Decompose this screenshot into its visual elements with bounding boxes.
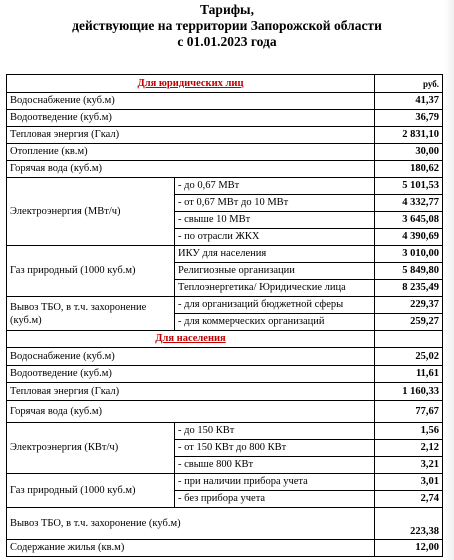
- row-value: 229,37: [375, 297, 443, 314]
- legal-header-row: [7, 75, 443, 93]
- row-value: 2,74: [375, 491, 443, 508]
- row-label: Газ природный (1000 куб.м): [7, 246, 175, 297]
- row-value: 223,38: [375, 508, 443, 540]
- row-label: Водоснабжение (куб.м): [7, 93, 375, 110]
- table-row: [7, 383, 443, 401]
- row-label: Вывоз ТБО, в т.ч. захоронение (куб.м): [7, 297, 175, 331]
- row-value: 3 645,08: [375, 212, 443, 229]
- row-label: Тепловая энергия (Гкал): [7, 383, 375, 401]
- row-value: 12,00: [375, 540, 443, 557]
- table-row: [7, 110, 443, 127]
- sub-row-label: - для коммерческих организаций: [175, 314, 375, 331]
- page-edge-shadow: [444, 0, 454, 560]
- legal-section-header: Для юридических лиц: [7, 75, 375, 93]
- table-row: [7, 423, 443, 440]
- row-value: 8 235,49: [375, 280, 443, 297]
- row-value: 1,56: [375, 423, 443, 440]
- row-label: Газ природный (1000 куб.м): [7, 474, 175, 508]
- sub-row-label: Теплоэнергетика/ Юридические лица: [175, 280, 375, 297]
- row-label: Водоснабжение (куб.м): [7, 348, 375, 366]
- row-value: 5 101,53: [375, 178, 443, 195]
- unit-label: руб.: [375, 75, 443, 93]
- row-value: 3 010,00: [375, 246, 443, 263]
- table-row: [7, 297, 443, 314]
- sub-row-label: - свыше 10 МВт: [175, 212, 375, 229]
- tariff-table: [6, 74, 443, 557]
- table-row: [7, 93, 443, 110]
- sub-row-label: - свыше 800 КВт: [175, 457, 375, 474]
- row-value: 1 160,33: [375, 383, 443, 401]
- sub-row-label: - для организаций бюджетной сферы: [175, 297, 375, 314]
- sub-row-label: - от 150 КВт до 800 КВт: [175, 440, 375, 457]
- title-line-3: с 01.01.2023 года: [177, 34, 277, 49]
- row-label: Водоотведение (куб.м): [7, 110, 375, 127]
- row-value: 259,27: [375, 314, 443, 331]
- row-value: 2,12: [375, 440, 443, 457]
- row-value: 30,00: [375, 144, 443, 161]
- title-line-2: действующие на территории Запорожской области: [72, 18, 382, 33]
- row-value: 77,67: [375, 401, 443, 423]
- document-title: [0, 0, 454, 62]
- row-value: 25,02: [375, 348, 443, 366]
- row-value: 180,62: [375, 161, 443, 178]
- table-row: [7, 161, 443, 178]
- sub-row-label: - по отрасли ЖКХ: [175, 229, 375, 246]
- population-section-header: Для населения: [7, 331, 375, 348]
- table-row: [7, 366, 443, 383]
- row-label: Тепловая энергия (Гкал): [7, 127, 375, 144]
- table-row: [7, 127, 443, 144]
- sub-row-label: - до 0,67 МВт: [175, 178, 375, 195]
- row-value: 3,01: [375, 474, 443, 491]
- row-label: Горячая вода (куб.м): [7, 161, 375, 178]
- row-label: Содержание жилья (кв.м): [7, 540, 375, 557]
- sub-row-label: - от 0,67 МВт до 10 МВт: [175, 195, 375, 212]
- table-row: [7, 474, 443, 491]
- row-label: Горячая вода (куб.м): [7, 401, 375, 423]
- table-row: [7, 348, 443, 366]
- sub-row-label: - без прибора учета: [175, 491, 375, 508]
- sub-row-label: - до 150 КВт: [175, 423, 375, 440]
- row-label: Электроэнергия (КВт/ч): [7, 423, 175, 474]
- row-value: 5 849,80: [375, 263, 443, 280]
- table-row: [7, 246, 443, 263]
- row-value: 2 831,10: [375, 127, 443, 144]
- table-row: [7, 144, 443, 161]
- row-value: 4 332,77: [375, 195, 443, 212]
- row-label: Вывоз ТБО, в т.ч. захоронение (куб.м): [7, 508, 375, 540]
- table-row: [7, 178, 443, 195]
- row-value: 36,79: [375, 110, 443, 127]
- row-value: 4 390,69: [375, 229, 443, 246]
- row-label: Отопление (кв.м): [7, 144, 375, 161]
- title-line-1: Тарифы,: [200, 2, 254, 17]
- row-label: Электроэнергия (МВт/ч): [7, 178, 175, 246]
- row-value: 11,61: [375, 366, 443, 383]
- table-row: [7, 508, 443, 540]
- sub-row-label: - при наличии прибора учета: [175, 474, 375, 491]
- sub-row-label: ИКУ для населения: [175, 246, 375, 263]
- row-label: Водоотведение (куб.м): [7, 366, 375, 383]
- row-value: 3,21: [375, 457, 443, 474]
- empty-cell: [375, 331, 443, 348]
- sub-row-label: Религиозные организации: [175, 263, 375, 280]
- table-row: [7, 401, 443, 423]
- table-row: [7, 540, 443, 557]
- row-value: 41,37: [375, 93, 443, 110]
- population-header-row: [7, 331, 443, 348]
